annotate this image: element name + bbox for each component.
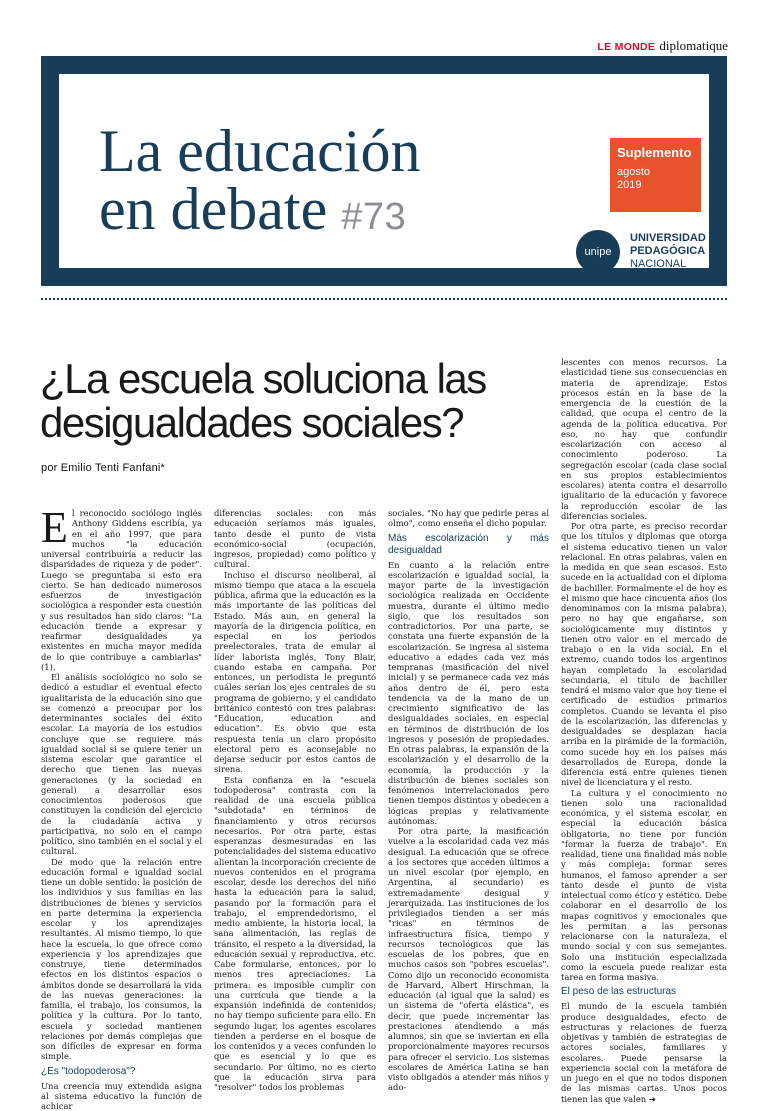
university-line-1: UNIVERSIDAD [630, 232, 706, 245]
supplement-year: 2019 [617, 179, 701, 192]
paragraph [41, 508, 202, 672]
supplement-month: agosto [617, 166, 701, 179]
supplement-title [99, 122, 420, 246]
cover-frame [41, 56, 727, 286]
paragraph: Esta confianza en la "escuela todopoderosa" contrasta con la realidad de una escuela pública "subdotada" en términos de financiamiento y otros recursos necesarios. Por otra parte, estas esperanzas desmesuradas en las potencialidades del sistema educativo alientan la incorporación creciente de nuevos contenidos en el programa escolar, desde los derechos del niño hasta la educación para la salud, pasando por la formación para el trabajo, el emprendedorismo, el medio ambiente, la historia local, la sana alimentación, las reglas de tránsito, el respeto a la diversidad, la educación sexual y reproductiva, etc. Cabe formularse, entonces, por lo menos tres apreciaciones. La primera: es imposible cumplir con una currícula que tiende a la expansión indefinida de contenidos; no hay tiempo suficiente para ello. En segundo lugar, los agentes escolares tienden a perderse en el bosque de los contenidos y a veces confunden lo que es esencial y lo que es secundario. Por último, no es cierto que la educación sirva para "resolver" todos los problemas [214, 775, 376, 1093]
paragraph: En cuanto a la relación entre escolarización e igualdad social, la mayor parte de la investigación sociológica realizada en Occidente muestra, durante el último medio siglo, que los resultados son contradictorios. Por una parte, se constata una fuerte expansión de la escolarización. Se ingresa al sistema educativo a edades cada vez más tempranas (masificación del nivel inicial) y se permanece cada vez más años dentro de él, pero esta tendencia va de la mano de un crecimiento significativo de las desigualdades sociales, en especial en términos de distribución de los ingresos y posesión de propiedades. En otras palabras, la expansión de la escolarización y el desarrollo de la economía, la producción y la distribución de bienes sociales son fenómenos interrelacionados pero tienen tiempos distintos y obedecen a lógicas propias y relativamente autónomas. [388, 560, 549, 827]
title-line-1: La educación [99, 118, 420, 184]
paragraph: Por otra parte, la masificación vuelve a la escolaridad cada vez más desigual. La educación que se ofrece a los sectores que acceden últimos a un nivel escolar (por ejemplo, en Argentina, al secundario) es extremadamente desigual y jerarquizada. Las instituciones de los privilegiados tienden a ser más "ricas" en términos de infraestructura física, tiempo y recursos tecnológicos que las escuelas de los pobres, que en muchos casos son "pobres escuelas". Como dijo un reconocido economista de Harvard, Albert Hirschman, la educación (al igual que la salud) es un sistema de "oferta elástica", es decir, que puede incrementar las prestaciones atendiendo a más alumnos, sin que se inviertan en ella proporcionalmente mayores recursos para ofrecer el servicio. Los sistemas escolares de América Latina se han visto obligados a atender más niños y ado- [388, 826, 549, 1093]
article-column-4 [561, 357, 727, 1018]
article-headline: ¿La escuela soluciona las desigualdades sociales? [40, 357, 560, 445]
subheading: El peso de las estructuras [561, 986, 727, 998]
paragraph: El análisis sociológico no solo se dedicó a estudiar el eventual efecto igualitarista de la educación sino que se comenzó a preocupar por los determinantes sociales del éxito escolar. La mayoría de los estudios concluye que se requiere más igualdad social si se quiere tener un sistema escolar que garantice el derecho que tienen las nuevas generaciones (y la sociedad en general) a desarrollar esos conocimientos poderosos que constituyen la condición del ejercicio de la ciudadanía activa y participativa, no solo en el campo político, sino también en el social y el cultural. [41, 672, 202, 857]
brand-le-monde: LE MONDE [597, 41, 655, 53]
publication-brand [597, 38, 728, 54]
supplement-badge [610, 138, 701, 212]
title-line-2: en debate [99, 176, 327, 242]
brand-diplomatique: diplomatique [659, 38, 728, 53]
paragraph: lescentes con menos recursos. La elasticidad tiene sus consecuencias en materia de aprendizaje. Estos procesos están en la base de la emergencia de la cuestión de la calidad, que ocupa el centro de la agenda de la política educativa. Por eso, no hay que confundir escolarización con acceso al conocimiento poderoso. La segregación escolar (cada clase social en sus propios establecimientos escolares) atenta contra el desarrollo igualitario de la educación y favorece la reproducción escolar de las diferencias sociales. [561, 357, 727, 521]
university-line-2: PEDAGÓGICA [630, 245, 706, 258]
continue-arrow-icon: ➔ [649, 1094, 656, 1104]
paragraph: sociales. "No hay que pedirle peras al olmo", como enseña el dicho popular. [388, 508, 549, 529]
university-line-3: NACIONAL [630, 258, 706, 271]
paragraph-text: l reconocido sociólogo inglés Anthony Giddens escribía, ya en el año 1997, que para muchos "la educación universal contribuiría a reducir las disparidades de riqueza y de poder". Luego se preguntaba si esto era cierto. Se han dedicado numerosos esfuerzos de investigación sociológica a responder esta cuestión y sus resultados han sido claros: "La educación tiende a expresar y reafirmar desigualdades ya existentes en mucha mayor medida de lo que contribuye a cambiarlas" (1). [41, 508, 202, 672]
dotted-divider [41, 298, 727, 300]
paragraph-text: El mundo de la escuela también produce desigualdades, efecto de estructuras y relaciones de fuerza objetivas y también de estrategias de actores sociales, familiares y escolares. Puede pensarse la experiencia social con la metáfora de un juego en el que no todos disponen de las mismas cartas. Unos pocos tienen las que valen [561, 1001, 727, 1103]
subheading: ¿Es "todopoderosa"? [41, 1066, 202, 1078]
issue-number: #73 [341, 196, 406, 238]
article-column-1 [41, 508, 202, 1018]
paragraph: De modo que la relación entre educación formal e igualdad social tiene un doble sentido: la posición de los individuos y sus familias en las distribuciones de bienes y servicios en parte determina la experiencia escolar y los aprendizajes resultantes. Al mismo tiempo, lo que hace la escuela, lo que ofrece como experiencia y los aprendizajes que construye, tiene determinados efectos en los distintos espacios o ámbitos donde se desarrollará la vida de las nuevas generaciones: la familia, el trabajo, los consumos, la política y la cultura. Por lo tanto, escuela y sociedad mantienen relaciones por demás complejas que son difíciles de expresar en forma simple. [41, 857, 202, 1062]
paragraph: Incluso el discurso neoliberal, al mismo tiempo que ataca a la escuela pública, afirma que la educación es la más importante de las políticas del Estado. Más aun, en general la mayoría de la dirigencia política, en especial en los periodos preelectorales, trata de emular al líder laborista inglés, Tony Blair, cuando estaba en campaña. Por entonces, un periodista le preguntó cuáles serían los ejes centrales de su programa de gobierno, y el candidato británico contestó con tres palabras: "Education, education and education". Es obvio que esta respuesta tenía un claro propósito electoral pero es aconsejable no dejarse seducir por estos cantos de sirena. [214, 570, 376, 775]
university-name [630, 232, 706, 271]
drop-cap: E [41, 509, 68, 547]
article-byline: por Emilio Tenti Fanfani* [41, 462, 165, 474]
paragraph [561, 1001, 727, 1104]
unipe-logo-icon: unipe [576, 230, 620, 274]
university-logo-block [576, 230, 736, 278]
paragraph: diferencias sociales: con más educación seríamos más iguales, tanto desde el punto de vista económico-social (ocupación, ingresos, propiedad) como político y cultural. [214, 508, 376, 570]
article-column-2 [214, 508, 376, 1018]
paragraph: Por otra parte, es preciso recordar que los títulos y diplomas que otorga el sistema educativo tienen un valor relacional. En otras palabras, valen en la medida en que sean escasos. Esto sucede en la actualidad con el diploma de bachiller. Formalmente el de hoy es el mismo que hace cincuenta años (los denominamos con la misma palabra), pero no hay que engañarse, son sociológicamente muy distintos y tienen otro valor en el mercado de trabajo o en la vida social. En el extremo, cuando todos los argentinos hayan completado la escolaridad secundaria, el título de bachiller tendrá el mismo valor que hoy tiene el certificado de estudios primarios completos. Cuando se levanta el piso de la escolarización, las diferencias y desigualdades se desplazan hacia arriba en la pirámide de la formación, como sucede hoy en los países más desarrollados de Europa, donde la diferencia está entre quienes tienen nivel de licenciatura y el resto. [561, 521, 727, 788]
paragraph: Una creencia muy extendida asigna al sistema educativo la función de achicar [41, 1081, 202, 1111]
subheading: Más escolarización y más desigualdad [388, 533, 549, 557]
article-column-3 [388, 508, 549, 1018]
paragraph: La cultura y el conocimiento no tienen solo una racionalidad económica, y el sistema escolar, en especial la educación básica obligatoria, no tiene por función "formar la fuerza de trabajo". En realidad, tiene una finalidad más noble y más compleja: formar seres humanos, el famoso aprender a ser tanto desde el punto de vista intelectual como ético y estético. Debe colaborar en el desarrollo de los mapas cognitivos y emocionales que les permitan a las personas relacionarse con la naturaleza, el mundo social y con sus semejantes. Solo una institución especializada como la escuela puede realizar esta tarea en forma masiva. [561, 788, 727, 983]
supplement-label: Suplemento [617, 145, 701, 160]
